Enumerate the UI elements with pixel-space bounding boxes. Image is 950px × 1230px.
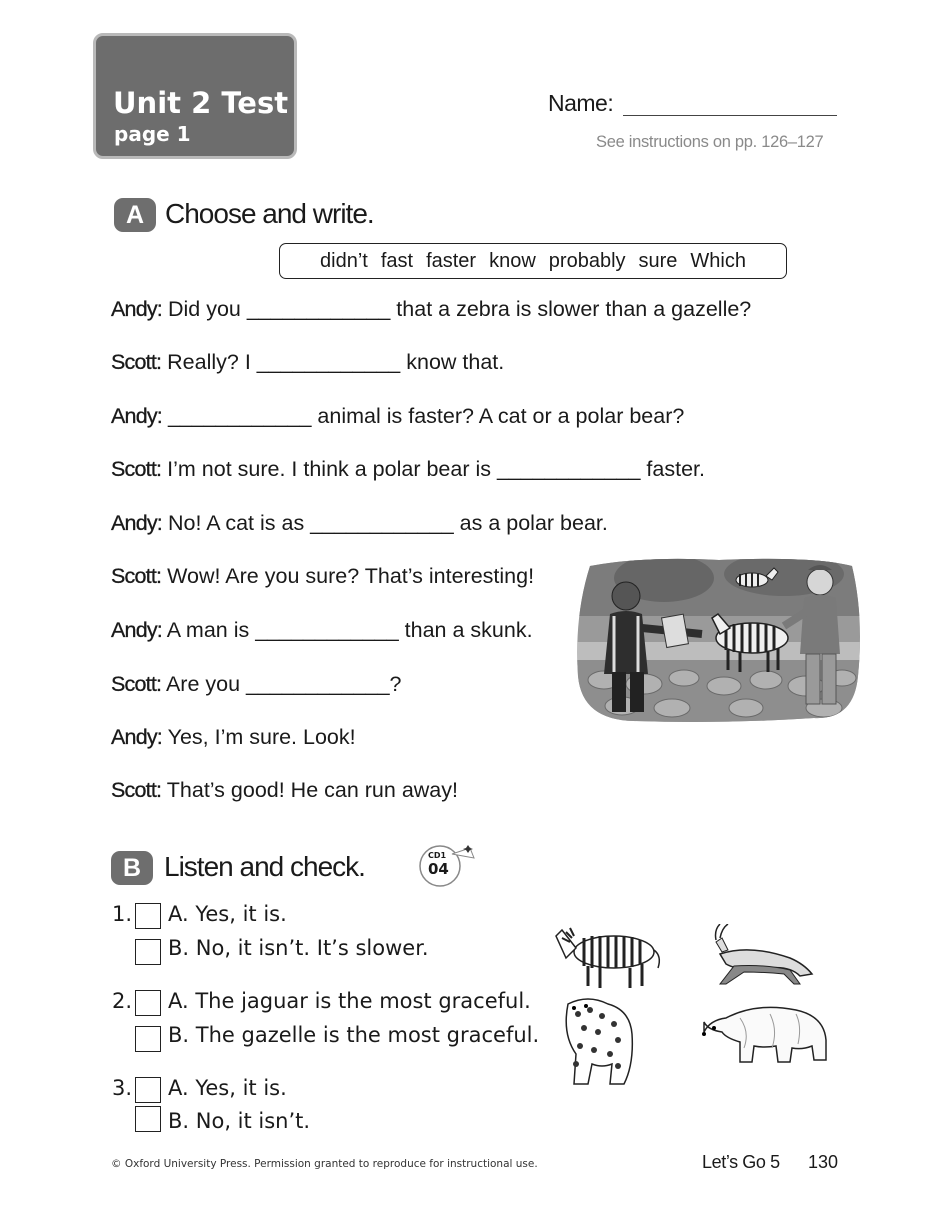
speaker-name: Scott: [111,778,162,802]
unit-title-box [93,33,297,159]
answer-option: B. No, it isn’t. It’s slower. [168,936,429,960]
speaker-name: Scott: [111,457,162,481]
copyright-notice: © Oxford University Press. Permission granted to reproduce for instructional use. [111,1158,538,1170]
zebra-picture [552,918,664,990]
unit-title: Unit 2 Test [113,86,289,120]
word-bank-item: probably [548,249,626,272]
cd-track-number: 04 [428,860,449,878]
dialogue-text: Did you ____________ that a zebra is slower than a gazelle? [167,297,752,321]
question-number: 3. [112,1076,133,1100]
book-title: Let’s Go 5 [702,1152,780,1172]
cd-track-icon [418,844,476,888]
checkbox-2b[interactable] [135,1026,161,1052]
dialogue-line [111,511,608,536]
answer-option: B. No, it isn’t. [168,1109,311,1133]
dialogue-line [111,672,401,697]
dialogue-text: That’s good! He can run away! [166,778,458,802]
zoo-illustration [574,556,864,724]
instructions-note: See instructions on pp. 126–127 [596,133,824,151]
speaker-name: Andy: [111,511,162,535]
word-bank-item: didn’t [320,249,368,272]
speaker-name: Andy: [111,297,162,321]
speaker-name: Scott: [111,350,162,374]
word-bank-item: faster [426,249,477,272]
checkbox-1a[interactable] [135,903,161,929]
dialogue-line [111,457,705,482]
section-b-badge: B [111,851,153,885]
dialogue-text: A man is ____________ than a skunk. [166,618,533,642]
page-number: 130 [808,1152,839,1172]
dialogue-text: I’m not sure. I think a polar bear is ____________ faster. [167,457,705,481]
word-bank-item: fast [380,249,414,272]
speaker-name: Andy: [111,404,162,428]
answer-option: B. The gazelle is the most graceful. [168,1023,540,1047]
dialogue-line [111,725,356,750]
dialogue-line [111,778,458,803]
speaker-name: Andy: [111,725,162,749]
checkbox-3b[interactable] [135,1106,161,1132]
dialogue-line [111,564,534,589]
section-b-title: Listen and check. [164,851,365,882]
dialogue-text: Really? I ____________ know that. [167,350,505,374]
dialogue-line [111,350,504,375]
answer-option: A. The jaguar is the most graceful. [168,989,531,1013]
dialogue-line [111,404,684,429]
cd-label: CD1 [428,851,447,860]
dialogue-text: Wow! Are you sure? That’s interesting! [167,564,535,588]
dialogue-text: No! A cat is as ____________ as a polar bear. [167,511,608,535]
section-a-title: Choose and write. [165,198,374,229]
speaker-name: Andy: [111,618,162,642]
word-bank-item: know [489,249,536,272]
section-a-badge: A [114,198,156,232]
gazelle-picture [704,924,816,990]
dialogue-text: Yes, I’m sure. Look! [167,725,356,749]
checkbox-2a[interactable] [135,990,161,1016]
dialogue-line [111,297,751,322]
unit-page: page 1 [114,122,191,146]
dialogue-text: Are you ____________? [165,672,402,696]
word-bank [279,243,787,279]
speaker-name: Scott: [111,564,162,588]
question-number: 2. [112,989,133,1013]
name-field[interactable] [623,115,837,116]
word-bank-item: Which [690,249,746,272]
jaguar-picture [558,994,638,1086]
speaker-name: Scott: [111,672,162,696]
polar-bear-picture [700,998,832,1074]
dialogue-text: ____________ animal is faster? A cat or a polar bear? [167,404,685,428]
answer-option: A. Yes, it is. [168,902,287,926]
word-bank-item: sure [638,249,678,272]
answer-option: A. Yes, it is. [168,1076,287,1100]
question-number: 1. [112,902,133,926]
dialogue-line [111,618,533,643]
checkbox-3a[interactable] [135,1077,161,1103]
checkbox-1b[interactable] [135,939,161,965]
name-label: Name: [548,90,614,116]
